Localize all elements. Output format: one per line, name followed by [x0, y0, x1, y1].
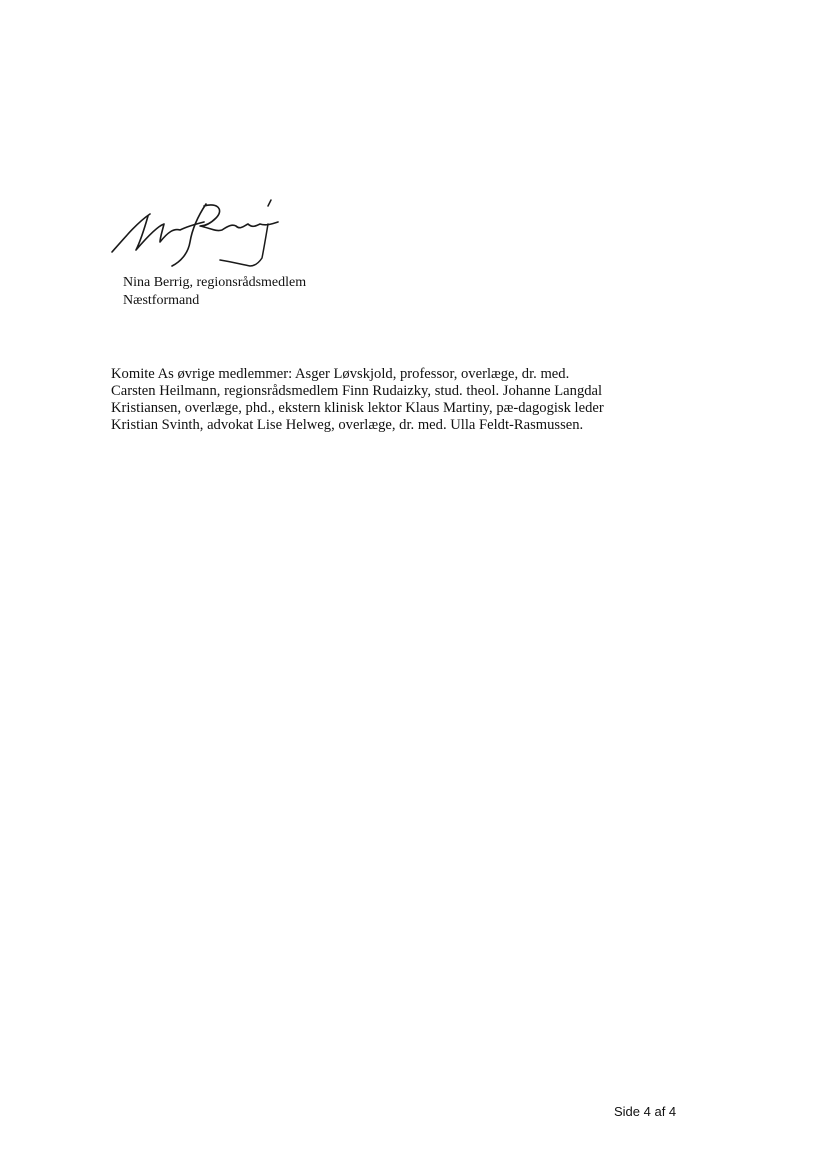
page-number: Side 4 af 4 — [614, 1104, 677, 1119]
committee-members-paragraph: Komite As øvrige medlemmer: Asger Løvskjold, professor, overlæge, dr. med. Carsten Heilmann, regionsrådsmedlem Finn Rudaizky, stud. theol. Johanne Langdal Kristiansen, overlæge, phd., ekstern klinisk lektor Klaus Martiny, pæ-dagogisk leder Kristian Svinth, advokat Lise Helweg, overlæge, dr. med. Ulla Feldt-Rasmussen. — [111, 366, 604, 433]
signature-drawing — [108, 196, 288, 278]
signer-block — [123, 274, 306, 310]
signer-title: Næstformand — [123, 293, 200, 308]
signer-name: Nina Berrig, regionsrådsmedlem — [123, 275, 307, 290]
handwritten-signature — [108, 196, 288, 278]
